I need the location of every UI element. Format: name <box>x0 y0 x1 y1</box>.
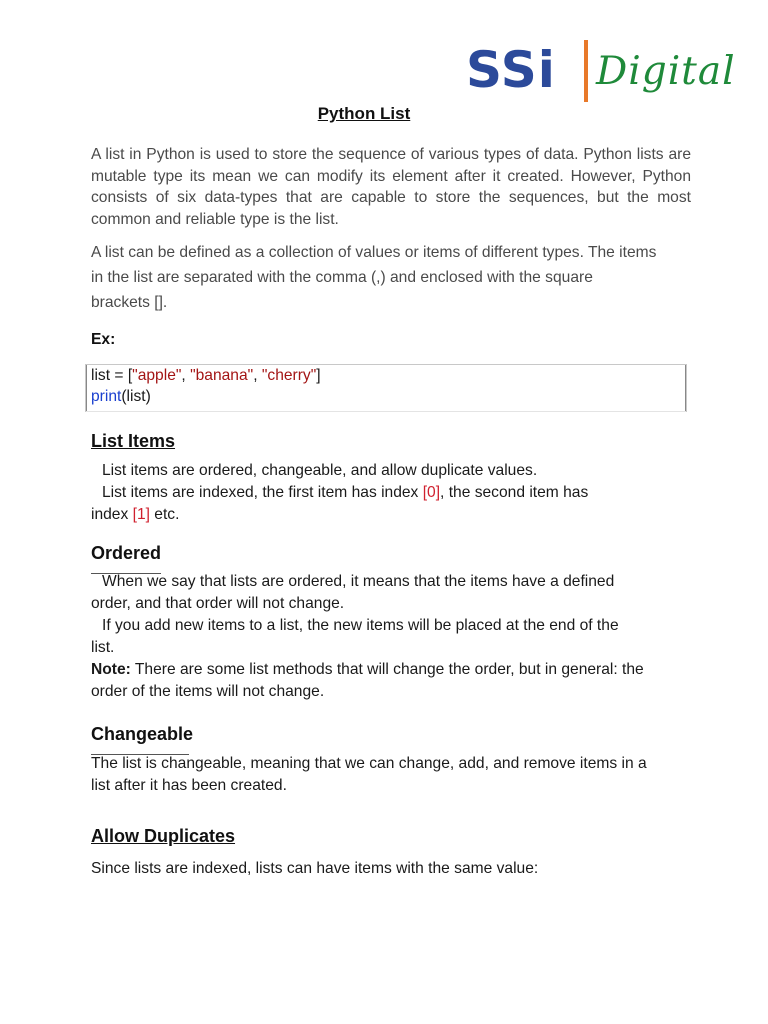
intro-paragraph-2 <box>91 240 691 315</box>
ordered-line-1: When we say that lists are ordered, it means that the items have a defined <box>102 573 615 590</box>
code-print-args: (list) <box>121 388 151 405</box>
heading-changeable: Changeable <box>91 724 194 744</box>
code-list-assign: list = [ <box>91 367 133 384</box>
code-string-cherry: "cherry" <box>261 367 317 384</box>
heading-ordered: Ordered <box>91 543 162 563</box>
page-title: Python List <box>317 104 411 123</box>
text-span: , the second item has <box>440 484 589 501</box>
intro-p2-line-3: brackets []. <box>91 294 168 311</box>
code-print-fn: print <box>91 388 122 405</box>
ordered-line-4: list. <box>91 639 115 656</box>
ordered-note-line <box>91 659 681 681</box>
list-items-text <box>91 460 681 526</box>
duplicates-line-1: Since lists are indexed, lists can have items with the same value: <box>91 860 539 877</box>
intro-p2-line-1: A list can be defined as a collection of values or items of different types. The items <box>91 244 657 261</box>
code-string-apple: "apple" <box>132 367 182 384</box>
note-label: Note: <box>91 661 131 678</box>
note-text: There are some list methods that will change the order, but in general: the <box>130 661 644 678</box>
changeable-text <box>91 753 681 797</box>
ordered-text <box>91 571 681 703</box>
code-string-banana: "banana" <box>190 367 254 384</box>
code-sep: , <box>181 367 191 384</box>
list-items-line-1: List items are ordered, changeable, and allow duplicate values. <box>102 462 538 479</box>
index-0-highlight: [0] <box>422 484 441 501</box>
list-items-line-3 <box>91 504 681 526</box>
ordered-line-3: If you add new items to a list, the new items will be placed at the end of the <box>102 617 619 634</box>
heading-list-items: List Items <box>91 431 176 451</box>
code-close-bracket: ] <box>316 367 321 384</box>
logo-digital-text: Digital <box>596 49 736 94</box>
intro-paragraph-1: A list in Python is used to store the sequence of various types of data. Python lists are mutable type its mean we can modify its element after it created. However, Python consists of six data-types that are capable to store the sequences, but the most common and reliable type is the list. <box>91 146 691 228</box>
code-line-1 <box>91 365 321 386</box>
changeable-line-2: list after it has been created. <box>91 777 287 794</box>
intro-p2-line-2: in the list are separated with the comma (,) and enclosed with the square <box>91 269 593 286</box>
text-span: List items are indexed, the first item has index <box>102 484 423 501</box>
ordered-line-2: order, and that order will not change. <box>91 595 345 612</box>
ssi-digital-logo <box>466 38 736 102</box>
index-1-highlight: [1] <box>132 506 150 523</box>
heading-allow-duplicates: Allow Duplicates <box>91 826 236 846</box>
ordered-line-6: order of the items will not change. <box>91 683 325 700</box>
text-span: index <box>91 506 133 523</box>
example-label: Ex: <box>91 331 116 348</box>
logo-divider <box>584 40 588 102</box>
list-items-line-2 <box>91 482 681 504</box>
code-sep: , <box>253 367 262 384</box>
text-span: etc. <box>149 506 180 523</box>
code-line-2 <box>91 386 151 407</box>
duplicates-text <box>91 858 681 880</box>
logo-ssi-text: SSi <box>466 41 556 99</box>
changeable-line-1: The list is changeable, meaning that we can change, add, and remove items in a <box>91 755 647 772</box>
code-block <box>85 364 687 412</box>
